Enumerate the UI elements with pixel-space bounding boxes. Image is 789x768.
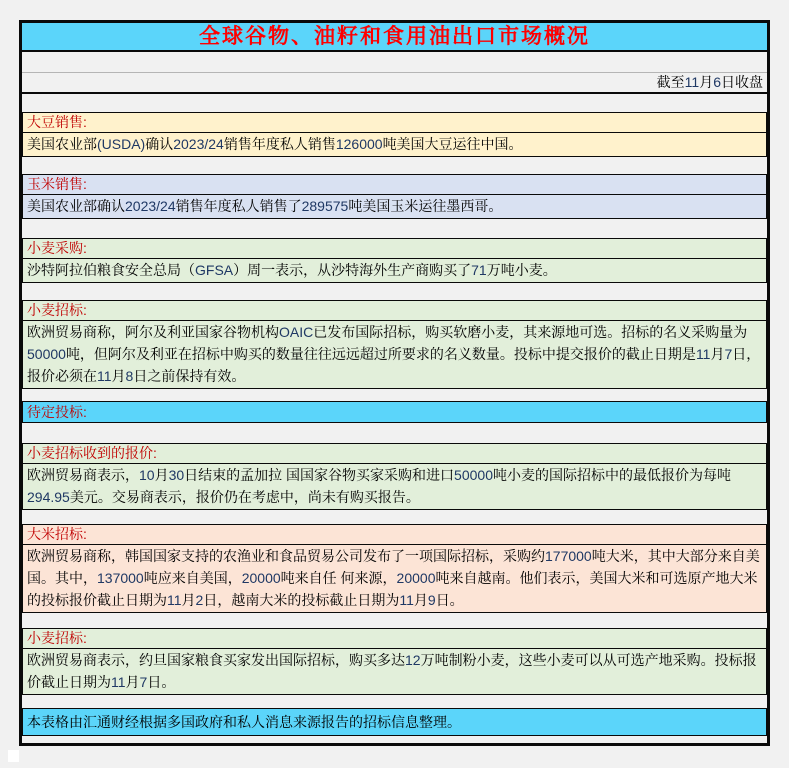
sections-container (22, 112, 767, 695)
report-title: 全球谷物、油籽和食用油出口市场概况 (199, 25, 590, 48)
section-body: 美国农业部(USDA)确认2023/24销售年度私人销售126000吨美国大豆运往中国。 (22, 132, 767, 157)
section-header: 大米招标: (22, 524, 767, 545)
section-6 (22, 443, 767, 510)
report-title-bar (22, 23, 767, 52)
section-8 (22, 628, 767, 695)
as-of-date-row: 截至11月6日收盘 (22, 72, 767, 94)
section-header: 大豆销售: (22, 112, 767, 133)
section-4 (22, 300, 767, 389)
section-body: 欧洲贸易商称，韩国国家支持的农渔业和食品贸易公司发布了一项国际招标，采购约177000吨大米，其中大部分来自美国。其中，137000吨应来自美国，20000吨来自任 何来源，20000吨来自越南。他们表示，美国大米和可选原产地大米的投标报价截止日期为11月2日，越南大米的投标截止日期为11月9日。 (22, 544, 767, 613)
section-1 (22, 112, 767, 157)
section-body: 欧洲贸易商表示，10月30日结束的孟加拉 国国家谷物买家采购和进口50000吨小麦的国际招标中的最低报价为每吨294.95美元。交易商表示，报价仍在考虑中，尚未有购买报告。 (22, 463, 767, 510)
window-edge-artifact (8, 750, 19, 762)
section-header: 小麦采购: (22, 238, 767, 259)
section-header: 待定投标: (22, 401, 767, 423)
section-7 (22, 524, 767, 613)
section-header: 小麦招标: (22, 300, 767, 321)
section-body: 沙特阿拉伯粮食安全总局（GFSA）周一表示，从沙特海外生产商购买了71万吨小麦。 (22, 258, 767, 283)
section-body: 美国农业部确认2023/24销售年度私人销售了289575吨美国玉米运往墨西哥。 (22, 194, 767, 219)
section-header: 小麦招标收到的报价: (22, 443, 767, 464)
section-3 (22, 238, 767, 283)
section-header: 玉米销售: (22, 174, 767, 195)
blank-row (22, 52, 767, 72)
section-body: 欧洲贸易商称，阿尔及利亚国家谷物机构OAIC已发布国际招标，购买软磨小麦，其来源地可选。招标的名义采购量为50000吨，但阿尔及利亚在招标中购买的数量往往远远超过所要求的名义数量。投标中提交报价的截止日期是11月7日，报价必须在11月8日之前保持有效。 (22, 320, 767, 389)
section-2 (22, 174, 767, 219)
export-market-report-table (19, 20, 770, 746)
source-note-row: 本表格由汇通财经根据多国政府和私人消息来源报告的招标信息整理。 (22, 708, 767, 736)
section-body: 欧洲贸易商表示，约旦国家粮食买家发出国际招标，购买多达12万吨制粉小麦，这些小麦可以从可选产地采购。投标报价截止日期为11月7日。 (22, 648, 767, 695)
section-header: 小麦招标: (22, 628, 767, 649)
section-5 (22, 401, 767, 423)
